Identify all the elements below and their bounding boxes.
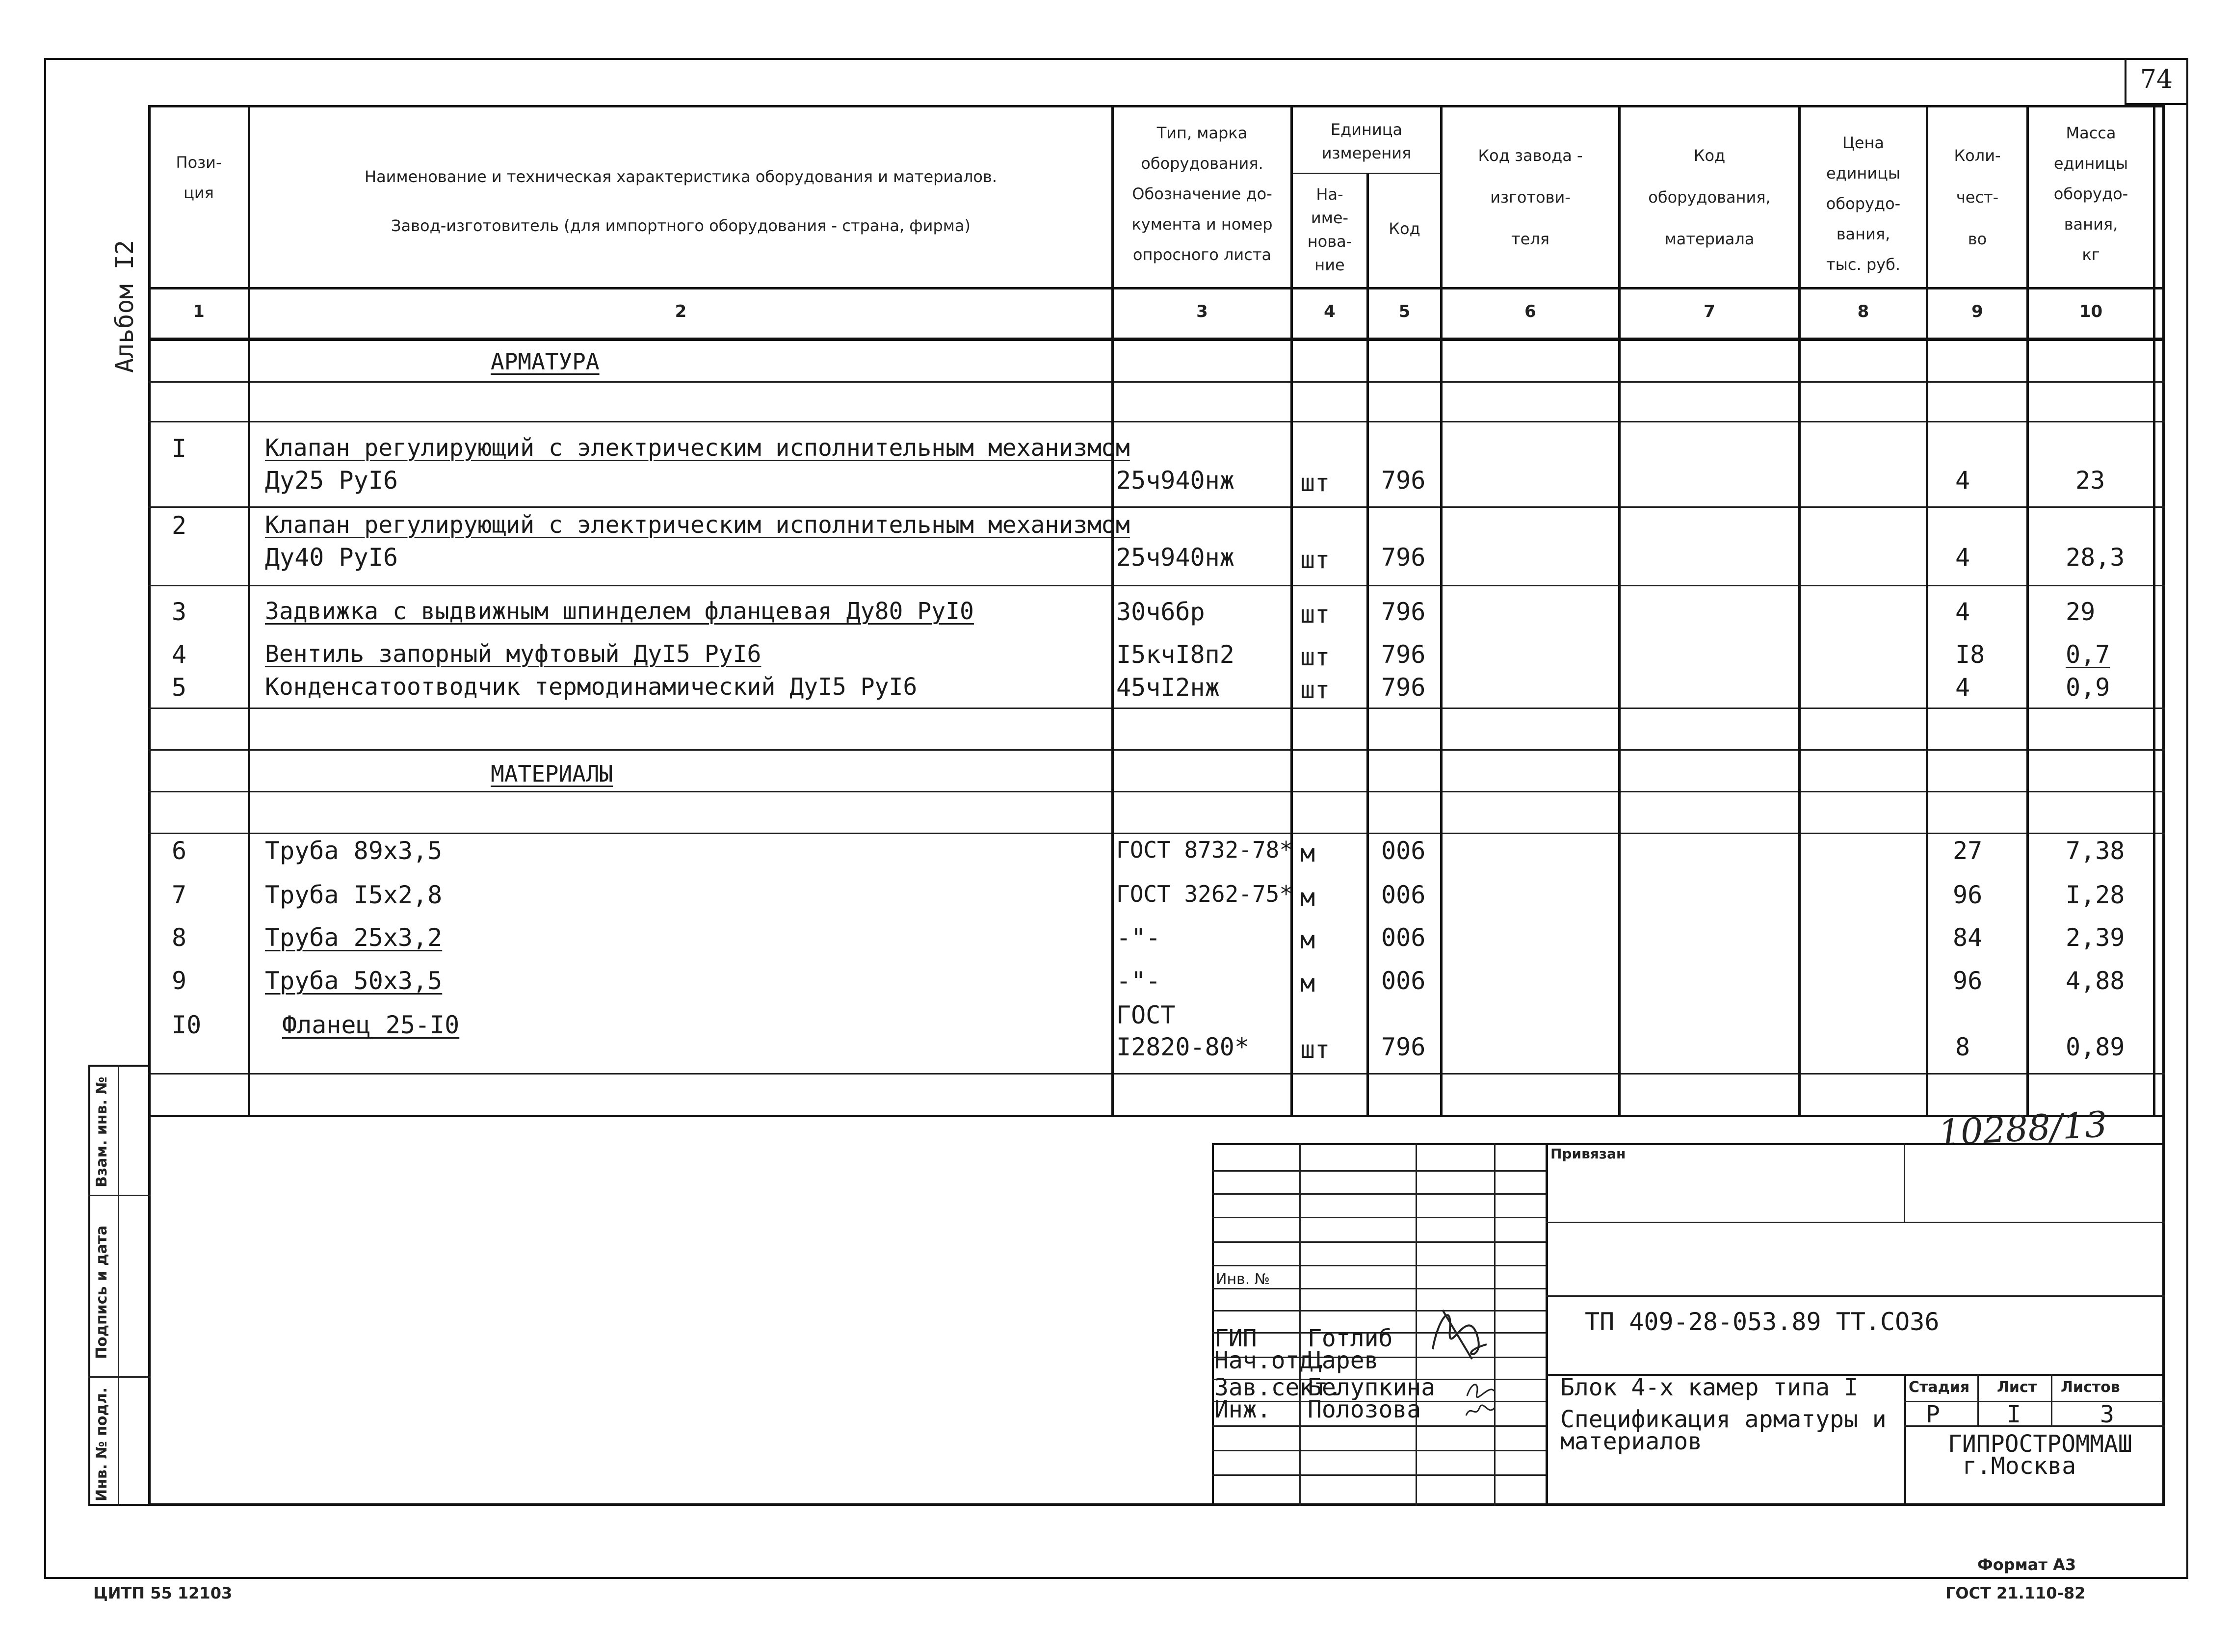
col-number: 2 [675,302,687,321]
stamp-line [1212,1474,1546,1476]
row-name: Труба I5х2,8 [265,881,443,909]
stamp-line [1212,1265,1546,1266]
table-line [148,791,2165,792]
col-number: 5 [1398,302,1411,321]
header-col3: Тип, марка оборудования. Обозначение до- кумента и номер опросного листа [1131,124,1273,264]
row-code: 006 [1381,923,1426,952]
stamp-privyazan: Привязан [1550,1146,1626,1162]
stamp-line [1299,1143,1301,1506]
table-line [148,749,2165,751]
row-type: ГОСТ [1116,1001,1176,1029]
stamp-sheet-label: Лист [1997,1379,2037,1396]
stamp-ing-role: Инж. [1214,1396,1271,1423]
row-type: 45чI2нж [1116,673,1220,702]
row-qty: 8 [1955,1033,1970,1061]
table-line [1290,173,1440,174]
stamp-line [1212,1170,1546,1172]
table-line [148,506,2165,508]
row-unit: шт [1300,643,1330,671]
stamp-line [1416,1143,1417,1506]
row-qty: 4 [1955,466,1970,495]
header-col5: Код [1389,219,1420,238]
row-unit: шт [1300,1035,1330,1064]
row-type: -"- [1116,967,1161,995]
page-number: 74 [2140,65,2173,94]
row-name: Клапан регулирующий с электрическим исполнительным механизмом [265,434,1130,462]
header-col7: Код оборудования, материала [1648,146,1771,248]
header-col8: Цена единицы оборудо- вания, тыс. руб. [1826,133,1901,274]
header-col1: Пози- ция [176,153,222,202]
row-pos: I [172,434,187,463]
stamp-line [1546,1222,2165,1223]
table-line [148,585,2165,586]
table-line [2153,105,2155,1117]
table-line [148,833,2165,834]
row-pos: 2 [172,511,187,540]
row-qty: I8 [1955,640,1985,669]
header-col6: Код завода - изготови- теля [1478,146,1583,248]
side-label-inv: Инв. № подл. [93,1387,110,1501]
stamp-line [2051,1374,2052,1425]
footer-left-code: ЦИТП 55 12103 [93,1584,233,1602]
row-code: 006 [1381,967,1426,995]
row-unit: шт [1300,546,1330,574]
row-qty: 4 [1955,598,1970,626]
row-mass: 28,3 [2066,543,2125,572]
col-number: 6 [1524,302,1536,321]
row-pos: 6 [172,837,187,865]
row-name: Конденсатоотводчик термодинамический ДуI5 РуI6 [265,673,918,701]
album-label: Альбом I2 [110,240,139,373]
table-line [148,421,2165,422]
row-type: 25ч940нж [1116,543,1234,572]
row-code: 796 [1381,640,1426,669]
row-name: Труба 50х3,5 [265,967,443,995]
stamp-ing-name: Полозова [1308,1396,1421,1423]
row-unit: шт [1300,676,1330,704]
stamp-doc-code: ТП 409-28-053.89 ТТ.СО36 [1585,1308,1940,1336]
row-qty: 4 [1955,543,1970,572]
row-code: 796 [1381,466,1426,495]
row-mass: I,28 [2066,881,2125,909]
row-code: 006 [1381,837,1426,865]
row-code: 796 [1381,543,1426,572]
stamp-sheet: I [2007,1401,2021,1428]
stamp-sheets-label: Листов [2061,1379,2120,1396]
row-mass: 23 [2075,466,2105,495]
row-pos: 9 [172,967,187,995]
row-pos: I0 [172,1011,202,1039]
stamp-inv-no: Инв. № [1216,1271,1270,1288]
row-pos: 8 [172,923,187,952]
row-qty: 84 [1953,923,1983,952]
row-name: Труба 89х3,5 [265,837,443,865]
row-pos: 4 [172,640,187,669]
side-label-podpis: Подпись и дата [93,1225,110,1359]
col-number: 7 [1704,302,1715,321]
row-name: Вентиль запорный муфтовый ДуI5 РуI6 [265,640,761,668]
header-unit-group: Единица измерения [1321,120,1412,162]
side-strip-line [88,1376,151,1378]
row-mass: 4,88 [2066,967,2125,995]
row-type: 25ч940нж [1116,466,1234,495]
row-name: Задвижка с выдвижным шпинделем фланцевая Ду80 РуI0 [265,598,974,625]
row-type: -"- [1116,923,1161,952]
stamp-gip-name: Готлиб [1308,1325,1393,1352]
row-code: 796 [1381,673,1426,702]
signature-ing [1465,1398,1496,1423]
stamp-stage-label: Стадия [1909,1379,1970,1396]
col-number: 1 [193,302,205,321]
row-unit: м [1300,926,1315,954]
row-mass: 0,89 [2066,1033,2125,1061]
header-col4: На- име- нова- ние [1307,185,1352,274]
stamp-sheets: 3 [2100,1401,2114,1428]
stamp-gip-role: ГИП [1214,1325,1257,1352]
row-qty: 27 [1953,837,1983,865]
footer-gost: ГОСТ 21.110-82 [1945,1584,2086,1602]
row-unit: м [1300,839,1315,867]
row-pos: 7 [172,881,187,909]
stamp-title-line2: Спецификация арматуры и [1560,1406,1887,1433]
table-line [148,1073,2165,1075]
side-label-vzam: Взам. инв. № [93,1076,110,1187]
section-heading-materials: МАТЕРИАЛЫ [491,760,613,787]
row-pos: 5 [172,673,187,702]
row-mass: 0,7 [2066,640,2110,669]
row-type: ГОСТ 3262-75* [1116,881,1293,907]
stamp-title-line1: Блок 4-х камер типа I [1560,1374,1858,1401]
stamp-nach-role: Нач.отд. [1214,1347,1328,1374]
stamp-org-line2: г.Москва [1963,1452,2076,1480]
row-pos: 3 [172,598,187,626]
signature-gip [1423,1290,1496,1364]
stamp-line [1212,1288,1546,1289]
signature-zav [1465,1376,1496,1401]
row-type: I5кчI8п2 [1116,640,1234,669]
stamp-line [1904,1425,2165,1427]
stamp-line [1977,1374,1979,1425]
section-heading-armatura: АРМАТУРА [491,348,600,375]
row-mass: 7,38 [2066,837,2125,865]
stamp-zav-name: Белупкина [1308,1374,1436,1401]
row-qty: 4 [1955,673,1970,702]
footer-format: Формат А3 [1977,1555,2076,1574]
stamp-line [1904,1401,2165,1402]
stamp-org-line1: ГИПРОСТРОММАШ [1948,1430,2132,1458]
header-col10: Масса единицы оборудо- вания, кг [2053,124,2128,264]
stamp-line [1904,1374,1906,1506]
row-code: 796 [1381,598,1426,626]
stamp-line [1546,1143,1548,1506]
row-mass: 29 [2066,598,2096,626]
stamp-title-line3: материалов [1560,1428,1702,1455]
side-strip-line [88,1195,151,1196]
row-type: 30ч6бр [1116,598,1205,626]
row-code: 006 [1381,881,1426,909]
stamp-line [1546,1295,2165,1297]
row-type: I2820-80* [1116,1033,1249,1061]
stamp-line [1904,1143,1905,1222]
row-unit: м [1300,883,1315,912]
row-name: Труба 25х3,2 [265,923,443,952]
stamp-line [1212,1193,1546,1195]
stamp-line [1212,1450,1546,1451]
stamp-line [1212,1425,1546,1427]
row-unit: м [1300,969,1315,997]
col-number: 10 [2079,302,2103,321]
table-line [148,708,2165,709]
stamp-zav-role: Зав.сект. [1214,1374,1342,1401]
row-code: 796 [1381,1033,1426,1061]
table-line [148,381,2165,383]
row-qty: 96 [1953,881,1983,909]
row-qty: 96 [1953,967,1983,995]
row-name: Ду25 РуI6 [265,466,398,495]
row-mass: 2,39 [2066,923,2125,952]
table-line [148,1115,2165,1117]
header-col9: Коли- чест- во [1954,146,2001,248]
row-mass: 0,9 [2066,673,2110,702]
table-line [148,338,2165,341]
col-number: 8 [1857,302,1869,321]
stamp-nach-name: Царев [1308,1347,1379,1374]
row-name: Ду40 РуI6 [265,543,398,572]
col-number: 3 [1196,302,1208,321]
table-line [148,287,2165,289]
col-number: 4 [1324,302,1336,321]
header-col2: Наименование и техническая характеристика оборудования и материалов. Завод-изготовитель (для импортного оборудования - страна, фирма) [365,167,997,235]
row-name: Фланец 25-I0 [282,1011,460,1039]
row-unit: шт [1300,469,1330,497]
row-unit: шт [1300,600,1330,629]
table-line [248,105,250,1117]
stamp-stage: Р [1926,1401,1940,1428]
row-name: Клапан регулирующий с электрическим исполнительным механизмом [265,511,1130,539]
stamp-line [1212,1241,1546,1243]
row-type: ГОСТ 8732-78* [1116,837,1293,863]
handwritten-number: 10288/13 [1937,1103,2108,1154]
stamp-line [1212,1217,1546,1218]
side-strip-line [118,1065,119,1506]
col-number: 9 [1971,302,1983,321]
